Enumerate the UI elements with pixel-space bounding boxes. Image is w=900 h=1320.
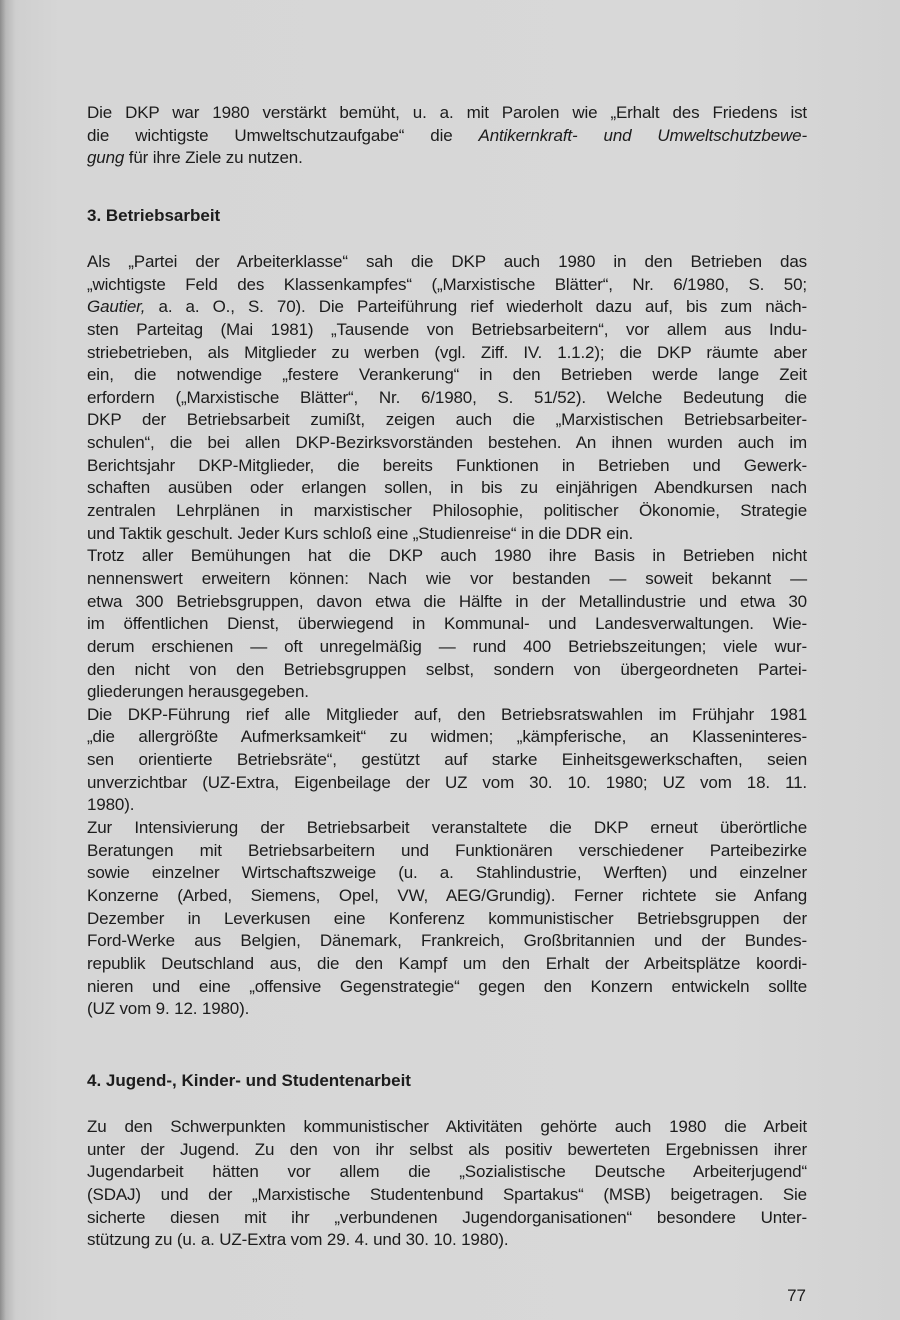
text-line: sowie einzelner Wirtschaftszweige (u. a. Stahlindustrie, Werften) und einzelner (87, 863, 807, 883)
text-line: sicherte diesen mit ihr „verbundenen Jugendorganisationen“ besondere Unter- (87, 1207, 807, 1227)
text-line: „die allergrößte Aufmerksamkeit“ zu widmen; „kämpferische, an Klasseninteres- (87, 727, 807, 747)
text-line: republik Deutschland aus, die den Kampf um den Erhalt der Arbeitsplätze koordi- (87, 953, 807, 973)
text-line: Als „Partei der Arbeiterklasse“ sah die DKP auch 1980 in den Betrieben das (87, 252, 807, 271)
text-line: nennenswert erweitern können: Nach wie vor bestanden — soweit bekannt — (87, 568, 807, 588)
text-line: zentralen Lehrplänen in marxistischer Philosophie, politischer Ökonomie, Strategie (87, 501, 807, 521)
text-line: „wichtigste Feld des Klassenkampfes“ („Marxistische Blätter“, Nr. 6/1980, S. 50; (87, 274, 807, 294)
text-line: Zur Intensivierung der Betriebsarbeit veranstaltete die DKP erneut überörtliche (87, 818, 807, 838)
section-heading-jugendarbeit: 4. Jugend-, Kinder- und Studentenarbeit (87, 1071, 411, 1090)
text-line: DKP der Betriebsarbeit zumißt, zeigen auch die „Marxistischen Betriebsarbeiter- (87, 410, 807, 430)
text-line: Die DKP-Führung rief alle Mitglieder auf, den Betriebsratswahlen im Frühjahr 1981 (87, 704, 807, 724)
text-line: derum erschienen — oft unregelmäßig — rund 400 Betriebszeitungen; viele wur- (87, 636, 807, 656)
section-heading-betriebsarbeit: 3. Betriebsarbeit (87, 206, 221, 225)
text-line: die wichtigste Umweltschutzaufgabe“ die Antikernkraft- und Umweltschutzbewe- (87, 125, 807, 145)
text-line: schaften ausüben oder erlangen sollen, in bis zu einjährigen Abendkursen nach (87, 478, 807, 498)
text-line: Trotz aller Bemühungen hat die DKP auch 1980 ihre Basis in Betrieben nicht (87, 546, 807, 566)
italic-text: Antikernkraft- und Umweltschutzbewe- (478, 125, 807, 145)
text-line: (UZ vom 9. 12. 1980). (87, 999, 250, 1019)
text-line: im öffentlichen Dienst, überwiegend in Kommunal- und Landesverwaltungen. Wie- (87, 614, 807, 634)
text-line: striebetrieben, als Mitglieder zu werben (vgl. Ziff. IV. 1.1.2); die DKP räumte aber (87, 342, 807, 362)
text-line: (SDAJ) und der „Marxistische Studentenbund Spartakus“ (MSB) beigetragen. Sie (87, 1184, 807, 1204)
text-line: nieren und eine „offensive Gegenstrategie“ gegen den Konzern entwickeln sollte (87, 976, 807, 996)
intro-paragraph (87, 102, 807, 170)
text-line: Berichtsjahr DKP-Mitglieder, die bereits Funktionen in Betrieben und Gewerk- (87, 455, 807, 475)
section-3-body (87, 251, 807, 1021)
text-line: unter der Jugend. Zu den von ihr selbst als positiv bewerteten Ergebnissen ihrer (87, 1139, 807, 1159)
text-line: schulen“, die bei allen DKP-Bezirksvorständen bestehen. An ihnen wurden auch im (87, 433, 807, 453)
italic-text: gung (87, 148, 125, 168)
text-line: unverzichtbar (UZ-Extra, Eigenbeilage der UZ vom 30. 10. 1980; UZ vom 18. 11. (87, 772, 807, 792)
section-4-body (87, 1116, 807, 1252)
text-line: und Taktik geschult. Jeder Kurs schloß eine „Studienreise“ in die DDR ein. (87, 523, 634, 543)
italic-text: Gautier, (87, 297, 146, 317)
text-line: Konzerne (Arbed, Siemens, Opel, VW, AEG/Grundig). Ferner richtete sie Anfang (87, 885, 807, 905)
text-line: erfordern („Marxistische Blätter“, Nr. 6/1980, S. 51/52). Welche Bedeutung die (87, 387, 807, 407)
text-line: Jugendarbeit hätten vor allem die „Sozialistische Deutsche Arbeiterjugend“ (87, 1162, 807, 1182)
text-line: Ford-Werke aus Belgien, Dänemark, Frankreich, Großbritannien und der Bundes- (87, 931, 807, 951)
text-line: gliederungen herausgegeben. (87, 682, 309, 702)
text-line: den nicht von den Betriebsgruppen selbst, sondern von übergeordneten Partei- (87, 659, 807, 679)
text-line: sen orientierte Betriebsräte“, gestützt auf starke Einheitsgewerkschaften, seien (87, 750, 807, 770)
text-line: gung für ihre Ziele zu nutzen. (87, 148, 303, 168)
text-line: Die DKP war 1980 verstärkt bemüht, u. a. mit Parolen wie „Erhalt des Friedens ist (87, 103, 807, 122)
text-line: Dezember in Leverkusen eine Konferenz kommunistischer Betriebsgruppen der (87, 908, 807, 928)
text-line: etwa 300 Betriebsgruppen, davon etwa die Hälfte in der Metallindustrie und etwa 30 (87, 591, 807, 611)
text-line: sten Parteitag (Mai 1981) „Tausende von Betriebsarbeitern“, vor allem aus Indu- (87, 319, 807, 339)
text-line: stützung zu (u. a. UZ-Extra vom 29. 4. und 30. 10. 1980). (87, 1230, 509, 1250)
text-line: 1980). (87, 795, 135, 815)
text-line: ein, die notwendige „festere Verankerung“ in den Betrieben werde lange Zeit (87, 365, 807, 385)
page-number: 77 (787, 1286, 806, 1305)
text-line: Beratungen mit Betriebsarbeitern und Funktionären verschiedener Parteibezirke (87, 840, 807, 860)
text-line: Gautier, a. a. O., S. 70). Die Parteiführung rief wiederholt dazu auf, bis zum näch- (87, 297, 807, 317)
text-line: Zu den Schwerpunkten kommunistischer Aktivitäten gehörte auch 1980 die Arbeit (87, 1117, 807, 1136)
